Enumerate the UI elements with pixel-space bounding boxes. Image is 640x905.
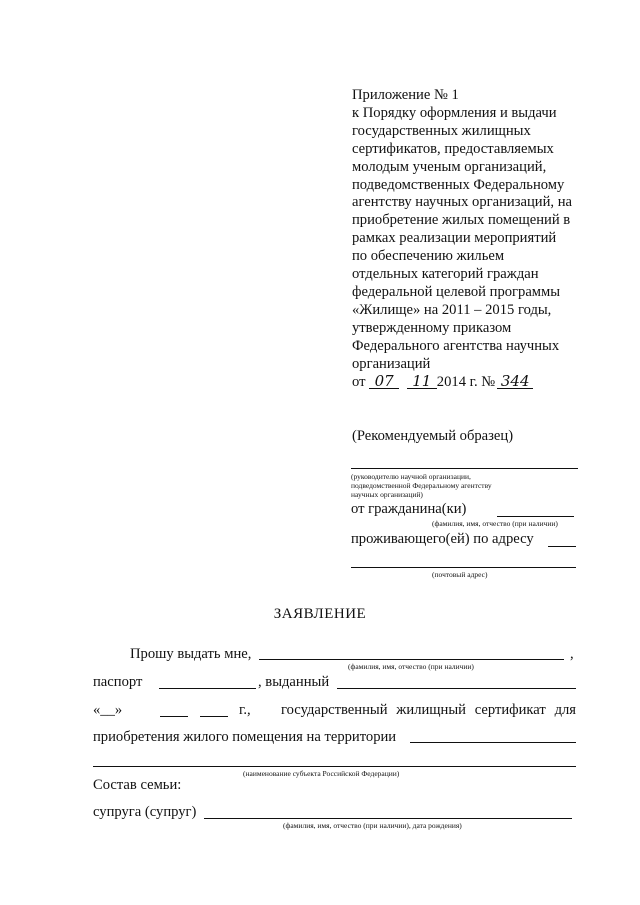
head-caption-line: (руководителю научной организации, — [351, 472, 471, 481]
year-suffix: г., — [239, 702, 251, 718]
passport-issuer-field[interactable] — [337, 688, 576, 689]
appendix-line: федеральной целевой программы — [352, 283, 561, 300]
appendix-line: «Жилище» на 2011 – 2015 годы, — [352, 301, 552, 318]
order-date-line — [352, 371, 622, 392]
applicant-name-caption: (фамилия, имя, отчество (при наличии) — [348, 662, 474, 671]
spouse-field[interactable] — [204, 818, 572, 819]
appendix-line: Федерального агентства научных — [352, 337, 560, 354]
appendix-line: сертификатов, предоставляемых — [352, 140, 554, 157]
passport-label: паспорт — [93, 674, 143, 690]
issue-year-field[interactable] — [200, 716, 228, 717]
quote-day: «__» — [93, 702, 123, 718]
appendix-line: государственных жилищных — [352, 122, 531, 139]
appendix-line: подведомственных Федеральному — [352, 176, 565, 193]
handwritten-order-number: 344 — [497, 374, 533, 389]
appendix-block — [352, 87, 622, 391]
request-label: Прошу выдать мне, — [130, 646, 252, 662]
residing-label: проживающего(ей) по адресу — [351, 531, 534, 547]
region-field-short[interactable] — [410, 742, 576, 743]
passport-number-field[interactable] — [159, 688, 256, 689]
head-of-organization-field[interactable] — [351, 468, 578, 469]
purchase-text: приобретения жилого помещения на территории — [93, 729, 397, 745]
date-year-text: 2014 г. № — [436, 373, 496, 390]
issue-month-field[interactable] — [160, 716, 188, 717]
issued-label: , выданный — [258, 674, 330, 690]
appendix-line: приобретение жилых помещений в — [352, 212, 571, 229]
citizen-name-caption: (фамилия, имя, отчество (при наличии) — [432, 519, 558, 528]
address-field-short[interactable] — [548, 546, 576, 547]
appendix-line: по обеспечению жильем — [352, 248, 505, 265]
appendix-line: Приложение № 1 — [352, 87, 459, 103]
appendix-line: утвержденному приказом — [352, 319, 512, 336]
region-field[interactable] — [93, 766, 576, 767]
citizen-name-field[interactable] — [497, 516, 574, 517]
address-field[interactable] — [351, 567, 576, 568]
spouse-label: супруга (супруг) — [93, 804, 197, 820]
appendix-line: к Порядку оформления и выдачи — [352, 104, 557, 121]
date-prefix: от — [352, 373, 366, 390]
handwritten-month: 11 — [407, 374, 437, 389]
head-caption-line: научных организаций) — [351, 490, 423, 499]
document-title: ЗАЯВЛЕНИЕ — [273, 606, 367, 622]
appendix-line: молодым ученым организаций, — [352, 158, 547, 175]
head-caption-line: подведомственной Федеральному агентству — [351, 481, 492, 490]
postal-caption: (почтовый адрес) — [432, 570, 488, 579]
appendix-line: рамках реализации мероприятий — [352, 230, 557, 247]
appendix-line: организаций — [352, 355, 431, 372]
family-label: Состав семьи: — [93, 777, 182, 793]
handwritten-day: 07 — [369, 374, 399, 389]
appendix-line: отдельных категорий граждан — [352, 266, 539, 283]
recommended-sample-label: (Рекомендуемый образец) — [352, 428, 514, 444]
region-caption: (наименование субъекта Российской Федерации) — [243, 769, 400, 778]
spouse-caption: (фамилия, имя, отчество (при наличии), дата рождения) — [283, 821, 462, 830]
certificate-text: государственный жилищный сертификат для — [281, 702, 576, 718]
appendix-line: агентству научных организаций, на — [352, 194, 572, 211]
request-comma: , — [570, 646, 574, 662]
from-citizen-label: от гражданина(ки) — [351, 501, 467, 517]
applicant-name-field[interactable] — [259, 659, 564, 660]
